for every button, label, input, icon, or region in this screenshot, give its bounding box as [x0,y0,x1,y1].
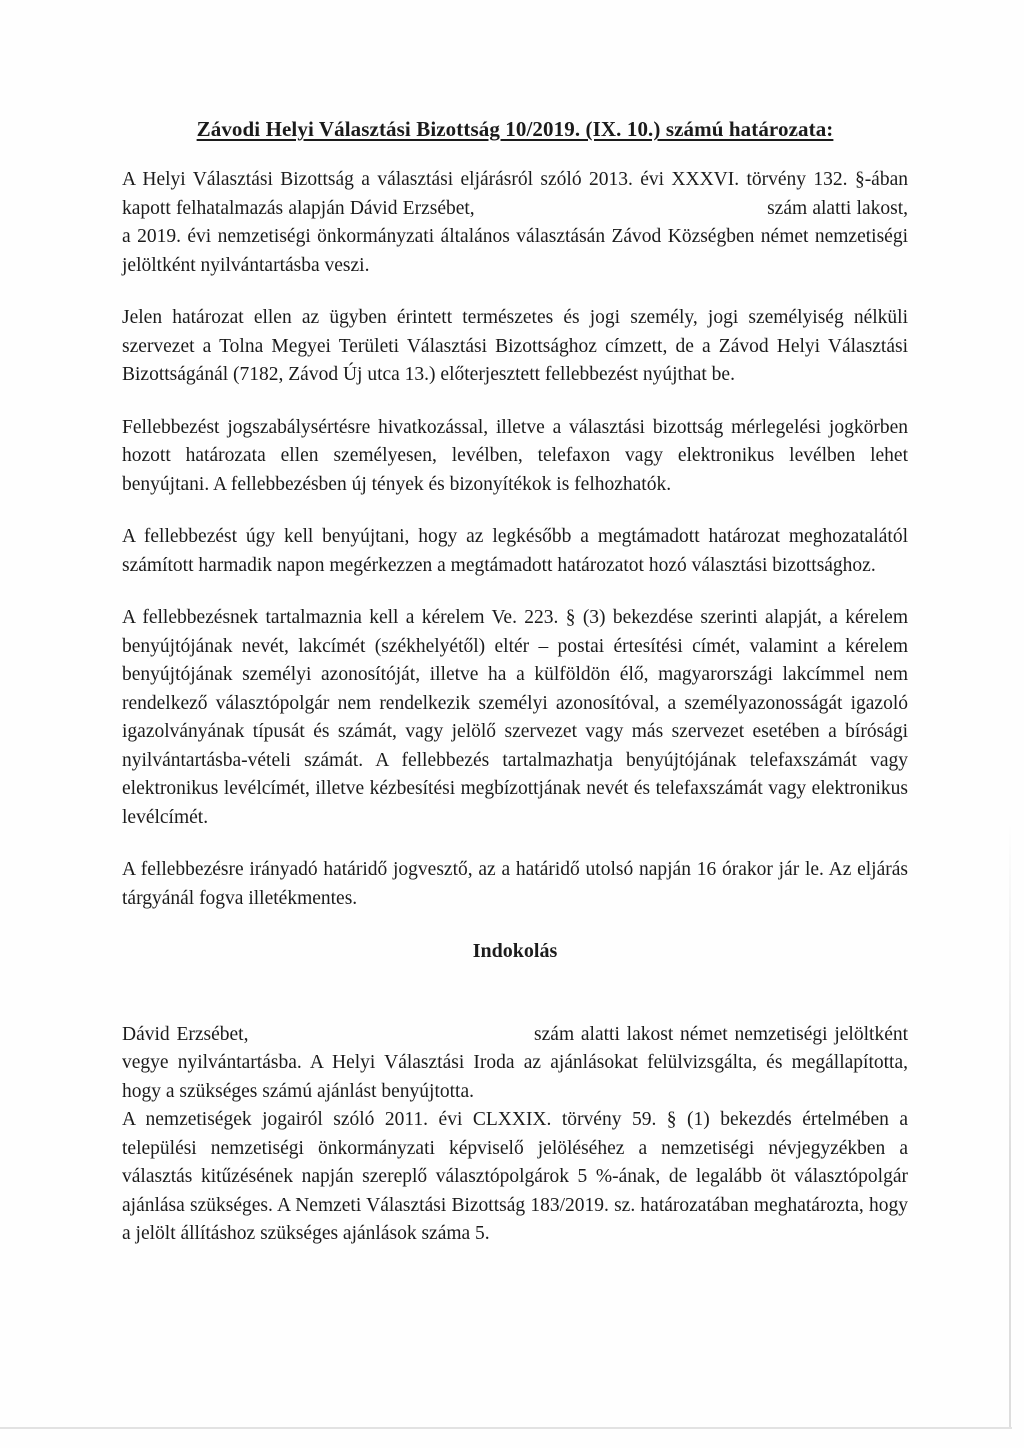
decision-p1-text-before-redaction: A Helyi Választási Bizottság a választási eljárásról szóló 2013. évi XXXVI. törvény 132. §-ában kapott felhatalmazás alapján Dávid Erzsébet, [122,169,908,219]
justification-p1-text-after-redaction: szám alatti lakost német nemzetiségi jelöltként vegye nyilvántartásba. A Helyi Választási Iroda az ajánlásokat felülvizsgálta, és megállapította, hogy a szükséges számú ajánlást benyújtotta. [122,1023,909,1102]
justification-paragraph-1 [122,1021,908,1107]
decision-paragraph-4: A fellebbezést úgy kell benyújtani, hogy az legkésőbb a megtámadott határozat meghozatalától számított harmadik napon megérkezzen a megtámadott határozatot hozó választási bizottsághoz. [122,526,908,576]
redacted-address-gap [255,1039,527,1040]
scan-page-bottom-edge-line [0,1427,1012,1429]
redacted-address-gap [480,213,762,214]
justification-paragraph-2: A nemzetiségek jogairól szóló 2011. évi CLXXIX. törvény 59. § (1) bekezdés értelmében a települési nemzetiségi önkormányzati képviselő jelöléséhez a nemzetiségi névjegyzékben a választás kitűzésének napján szereplő választópolgárok 5 %-ának, de legalább öt választópolgár ajánlása szükséges. A Nemzeti Választási Bizottság 183/2019. sz. határozatában meghatározta, hogy a jelölt állításhoz szükséges ajánlások száma 5. [122,1109,908,1244]
document-title: Závodi Helyi Választási Bizottság 10/2019. (IX. 10.) számú határozata: [196,117,834,141]
decision-paragraph-2: Jelen határozat ellen az ügyben érintett természetes és jogi személy, jogi személyiség nélküli szervezet a Tolna Megyei Területi Választási Bizottsághoz címzett, de a Závod Helyi Választási Bizottságánál (7182, Závod Új utca 13.) előterjesztett fellebbezést nyújthat be. [122,307,908,385]
decision-paragraph-3: Fellebbezést jogszabálysértésre hivatkozással, illetve a választási bizottság mérlegelési jogkörben hozott határozata ellen személyesen, levélben, telefaxon vagy elektronikus levélben lehet benyújtani. A fellebbezésben új tények és bizonyítékok is felhozhatók. [122,416,908,495]
justification-heading: Indokolás [472,940,558,962]
scan-page-right-edge-line [1009,820,1011,1428]
justification-p1-text-before-redaction: Dávid Erzsébet, [122,1023,249,1045]
decision-paragraph-1 [122,166,908,280]
decision-paragraph-5: A fellebbezésnek tartalmaznia kell a kérelem Ve. 223. § (3) bekezdése szerinti alapját, a kérelem benyújtójának nevét, lakcímét (székhelyétől) eltér – postai értesítési címét, valamint a kérelem benyújtójának személyi azonosítóját, illetve ha a külföldön élő, magyarországi lakcímmel nem rendelkező választópolgár nem rendelkezik személyi azonosítóval, a személyazonosságát igazoló igazolványának típusát és számát, vagy jelölő szervezet vagy más szervezet esetében a bírósági nyilvántartásba-vételi számát. A fellebbezés tartalmazhatja benyújtójának telefaxszámát vagy elektronikus levélcímét, illetve kézbesítési megbízottjának nevét és telefaxszámát vagy elektronikus levélcímét. [122,607,908,828]
decision-paragraph-6: A fellebbezésre irányadó határidő jogvesztő, az a határidő utolsó napján 16 órakor jár le. Az eljárás tárgyánál fogva illetékmentes. [122,859,908,909]
decision-p1-text-after-redaction: szám alatti lakost, a 2019. évi nemzetiségi önkormányzati általános választásán Závod Községben német nemzetiségi jelöltként nyilvántartásba veszi. [122,197,908,276]
document-content [122,114,908,1249]
